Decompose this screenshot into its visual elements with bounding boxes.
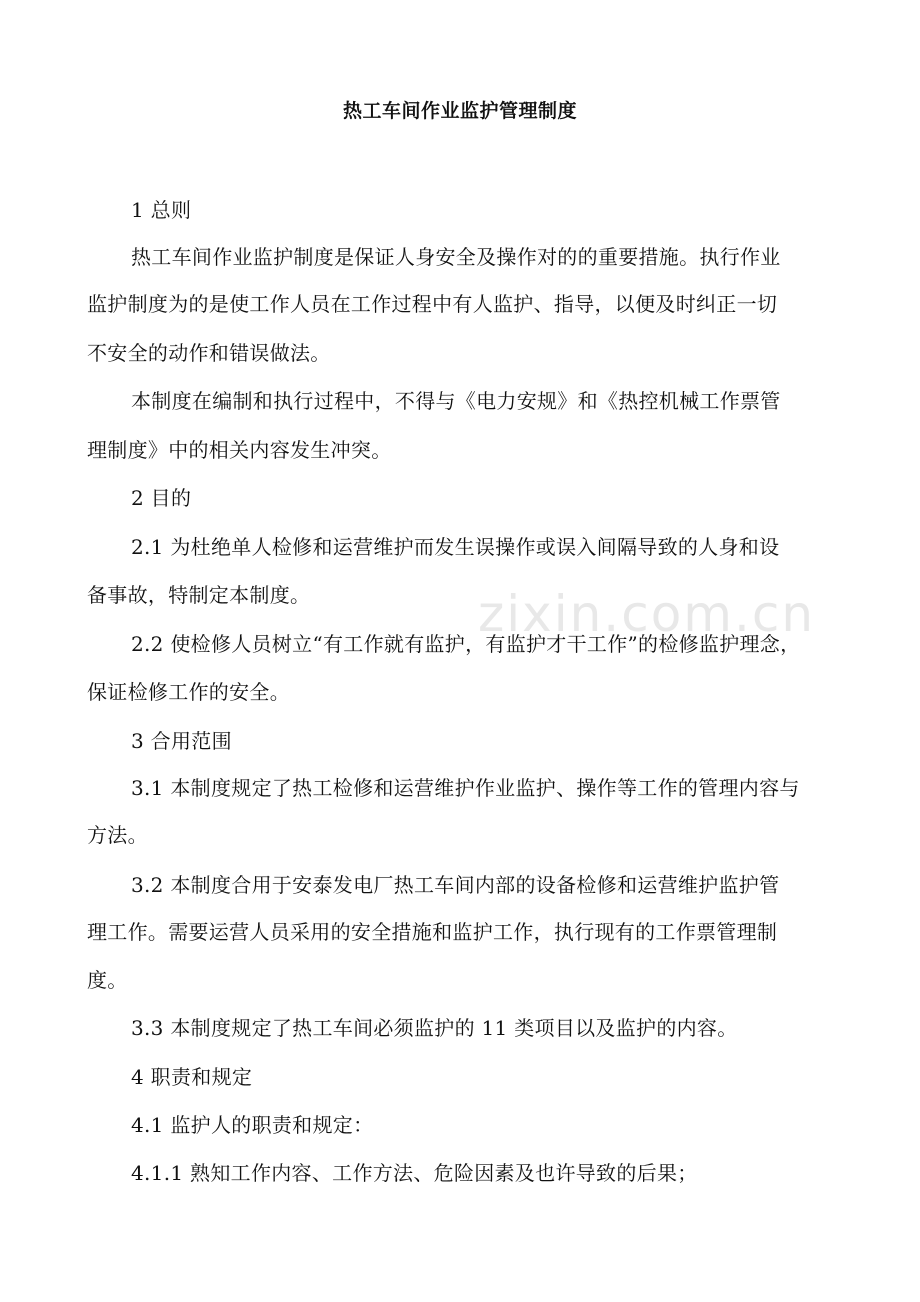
paragraph-line: 3.2 本制度合用于安泰发电厂热工车间内部的设备检修和运营维护监护管 xyxy=(131,873,780,897)
paragraph-line: 理工作。需要运营人员采用的安全措施和监护工作，执行现有的工作票管理制 xyxy=(87,920,778,944)
paragraph-line: 备事故，特制定本制度。 xyxy=(87,583,311,607)
paragraph-line: 3.1 本制度规定了热工检修和运营维护作业监护、操作等工作的管理内容与 xyxy=(131,776,800,800)
section-heading-scope: 3 合用范围 xyxy=(131,729,232,753)
section-heading-general: 1 总则 xyxy=(131,198,192,222)
section-heading-purpose: 2 目的 xyxy=(131,486,192,510)
paragraph-line: 度。 xyxy=(87,968,128,992)
paragraph-line: 2.2 使检修人员树立“有工作就有监护，有监护才干工作”的检修监护理念， xyxy=(131,632,801,656)
paragraph-line: 保证检修工作的安全。 xyxy=(87,680,290,704)
document-title: 热工车间作业监护管理制度 xyxy=(342,100,577,122)
paragraph-line: 3.3 本制度规定了热工车间必须监护的 11 类项目以及监护的内容。 xyxy=(131,1016,738,1040)
paragraph-line: 方法。 xyxy=(87,823,148,847)
paragraph-line: 本制度在编制和执行过程中，不得与《电力安规》和《热控机械工作票管 xyxy=(131,389,781,413)
paragraph-line: 热工车间作业监护制度是保证人身安全及操作对的的重要措施。执行作业 xyxy=(131,245,781,269)
paragraph-line: 理制度》中的相关内容发生冲突。 xyxy=(87,438,392,462)
paragraph-line: 4.1 监护人的职责和规定： xyxy=(131,1113,374,1137)
paragraph-line: 2.1 为杜绝单人检修和运营维护而发生误操作或误入间隔导致的人身和设 xyxy=(131,535,780,559)
paragraph-line: 不安全的动作和错误做法。 xyxy=(87,341,331,365)
watermark: zixin.com.cn xyxy=(478,585,816,643)
paragraph-line: 监护制度为的是使工作人员在工作过程中有人监护、指导，以便及时纠正一切 xyxy=(87,292,778,316)
paragraph-line: 4.1.1 熟知工作内容、工作方法、危险因素及也许导致的后果； xyxy=(131,1161,698,1185)
section-heading-duties: 4 职责和规定 xyxy=(131,1065,253,1089)
